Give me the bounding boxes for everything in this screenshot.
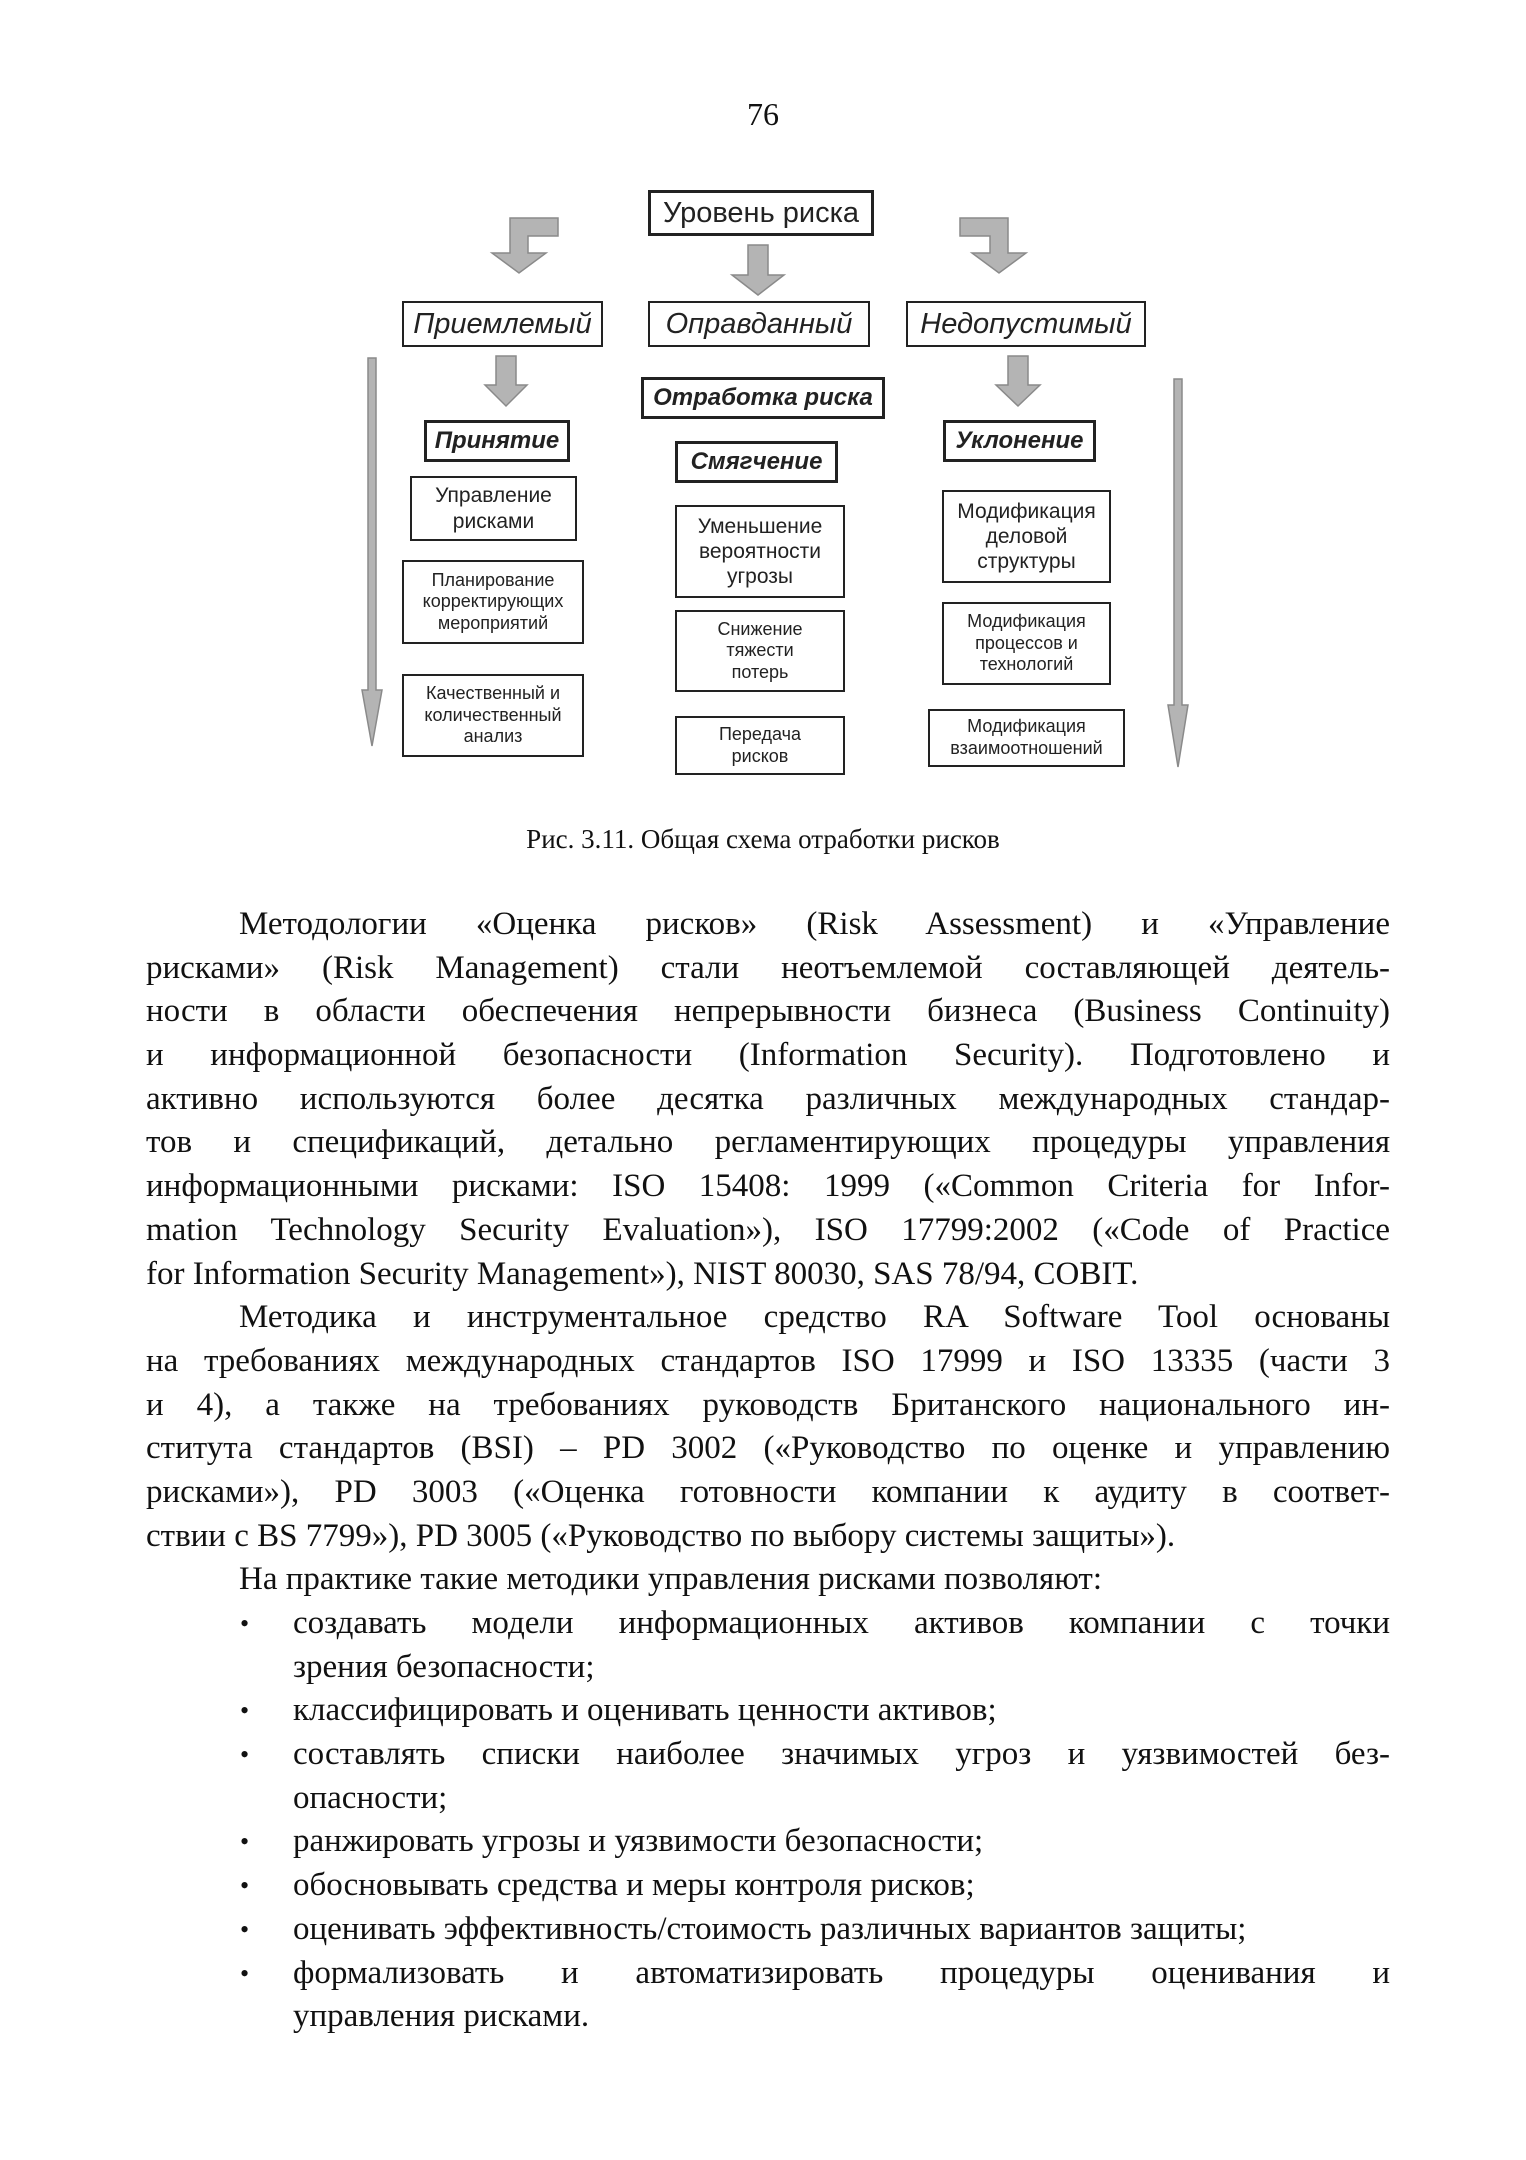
accept-item: Качественный и количественный анализ (402, 674, 584, 757)
line (146, 1646, 1390, 1690)
mitigate-item: Снижение тяжести потерь (675, 610, 845, 692)
level-acceptable: Приемлемый (402, 301, 603, 347)
paragraph (146, 1296, 1390, 1558)
bullet-item (146, 1952, 1390, 2039)
level-unacceptable: Недопустимый (906, 301, 1146, 347)
line (146, 1733, 1390, 1777)
text-line: тов и спецификаций, детально регламентирующих процедуры управления (146, 1124, 1390, 1161)
bullet-icon: • (240, 1914, 250, 1944)
line (146, 1689, 1390, 1733)
arrow-left-bend (492, 218, 558, 273)
strategy-mitigate: Смягчение (675, 441, 838, 483)
line (146, 1515, 1390, 1559)
bullet-icon: • (240, 1871, 250, 1901)
line (146, 1602, 1390, 1646)
text-line: ности в области обеспечения непрерывности бизнеса (Business Continuity) (146, 993, 1390, 1030)
mitigate-item: Уменьшение вероятности угрозы (675, 505, 845, 598)
line (146, 1864, 1390, 1908)
line (146, 1820, 1390, 1864)
level-justified: Оправданный (648, 301, 870, 347)
risk-treatment-diagram (0, 0, 1526, 800)
avoid-item: Модификация взаимоотношений (928, 709, 1125, 767)
bullet-icon: • (240, 1827, 250, 1857)
page-number: 76 (747, 96, 779, 132)
text-line: Методологии «Оценка рисков» (Risk Assessment) и «Управление (239, 906, 1390, 942)
line (146, 1777, 1390, 1821)
line (146, 1558, 1390, 1602)
strategy-avoid: Уклонение (943, 420, 1096, 462)
text-line: составлять списки наиболее значимых угроз и уязвимостей без- (293, 1736, 1390, 1773)
accept-item: Планирование корректирующих мероприятий (402, 560, 584, 644)
bullet-icon: • (240, 1740, 250, 1770)
text-line: зрения безопасности; (293, 1648, 595, 1685)
text-line: ствии с BS 7799»), PD 3005 («Руководство по выбору системы защиты»). (146, 1517, 1176, 1554)
text-line: ститута стандартов (BSI) – PD 3002 («Руководство по оценке и управлению (146, 1430, 1390, 1467)
risk-level-box: Уровень риска (648, 190, 874, 236)
text-line: обосновывать средства и меры контроля рисков; (293, 1867, 975, 1904)
bullet-item (146, 1864, 1390, 1908)
line (146, 1034, 1390, 1078)
bullet-icon: • (240, 1609, 250, 1638)
text-line: рисками» (Risk Management) стали неотъемлемой составляющей деятель- (146, 949, 1390, 986)
line (146, 903, 1390, 947)
line (146, 1296, 1390, 1340)
arrow-center-down (732, 245, 784, 295)
line (146, 1253, 1390, 1297)
line (146, 1427, 1390, 1471)
body-text (146, 903, 1390, 2039)
line (146, 1340, 1390, 1384)
text-line: На практике такие методики управления рисками позволяют: (239, 1561, 1103, 1598)
text-line: и 4), а также на требованиях руководств Британского национального ин- (146, 1386, 1390, 1423)
accept-item: Управление рисками (410, 476, 577, 541)
arrow-left-long (362, 358, 382, 746)
line (146, 990, 1390, 1034)
bullet-item (146, 1908, 1390, 1952)
paragraph (146, 903, 1390, 1296)
text-line: формализовать и автоматизировать процедуры оценивания и (293, 1954, 1390, 1991)
arrow-accept-down (485, 356, 527, 406)
text-line: ранжировать угрозы и уязвимости безопасности; (293, 1823, 984, 1860)
arrow-right-long (1168, 379, 1188, 767)
line (146, 1078, 1390, 1122)
mitigate-item: Передача рисков (675, 716, 845, 775)
line (146, 1384, 1390, 1428)
line (146, 1995, 1390, 2039)
line (146, 1908, 1390, 1952)
text-line: классифицировать и оценивать ценности активов; (293, 1692, 997, 1729)
text-line: Методика и инструментальное средство RA Software Tool основаны (239, 1299, 1390, 1336)
text-line: рисками»), PD 3003 («Оценка готовности компании к аудиту в соответ- (146, 1473, 1390, 1510)
line (146, 1952, 1390, 1996)
line (146, 947, 1390, 991)
bullet-item (146, 1733, 1390, 1820)
bullet-icon: • (240, 1696, 250, 1726)
text-line: оценивать эффективность/стоимость различных вариантов защиты; (293, 1910, 1247, 1947)
text-line: информационными рисками: ISO 15408: 1999 («Common Criteria for Infor- (146, 1168, 1390, 1205)
bullet-item (146, 1602, 1390, 1689)
bullet-icon: • (240, 1958, 250, 1988)
line (146, 1209, 1390, 1253)
text-line: активно используются более десятка различных международных стандар- (146, 1080, 1390, 1117)
line (146, 1165, 1390, 1209)
text-line: опасности; (293, 1779, 448, 1816)
bullet-item (146, 1689, 1390, 1733)
arrow-avoid-down (996, 356, 1040, 406)
line (146, 1121, 1390, 1165)
avoid-item: Модификация процессов и технологий (942, 602, 1111, 685)
text-line: mation Technology Security Evaluation»), ISO 17799:2002 («Code of Practice (146, 1211, 1390, 1248)
text-line: создавать модели информационных активов компании с точки (293, 1605, 1390, 1641)
strategy-accept: Принятие (424, 420, 570, 462)
text-line: for Information Security Management»), NIST 80030, SAS 78/94, COBIT. (146, 1255, 1139, 1292)
bullet-item (146, 1820, 1390, 1864)
figure-caption: Рис. 3.11. Общая схема отработки рисков (526, 824, 1000, 854)
text-line: и информационной безопасности (Information Security). Подготовлено и (146, 1037, 1390, 1074)
paragraph (146, 1558, 1390, 1602)
line (146, 1471, 1390, 1515)
text-line: на требованиях международных стандартов ISO 17999 и ISO 13335 (части 3 (146, 1342, 1390, 1379)
arrow-right-bend (960, 218, 1026, 273)
risk-treatment-box: Отработка риска (641, 377, 885, 419)
avoid-item: Модификация деловой структуры (942, 490, 1111, 583)
text-line: управления рисками. (293, 1998, 590, 2035)
